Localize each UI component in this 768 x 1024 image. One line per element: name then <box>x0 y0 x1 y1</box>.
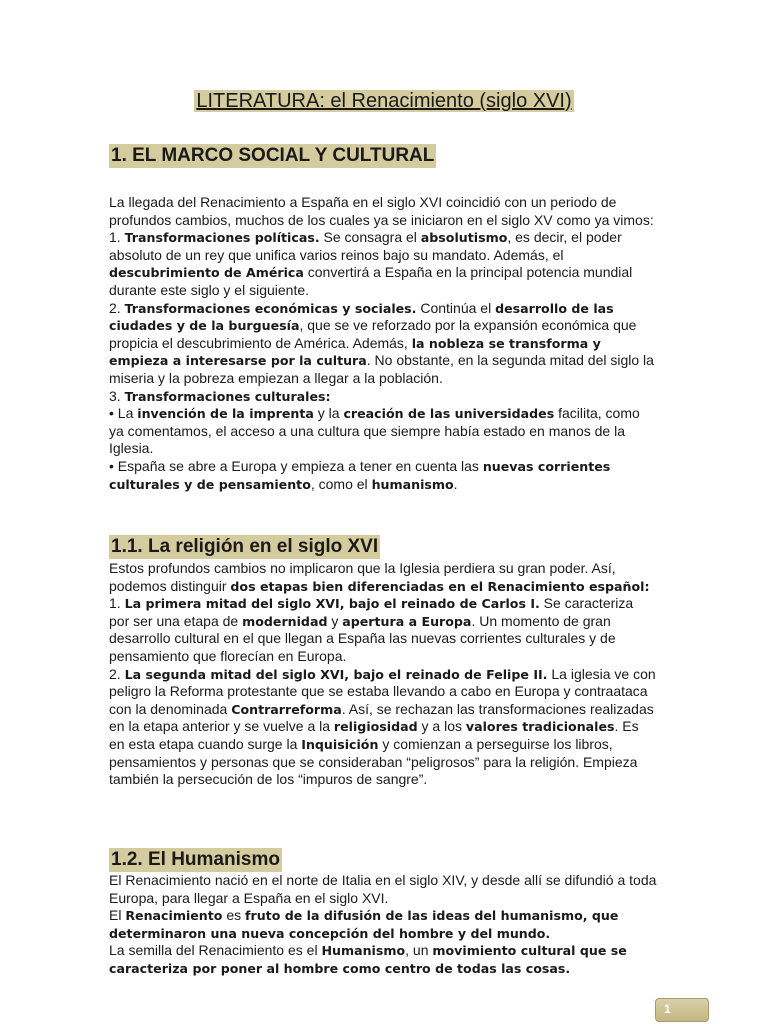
section-heading-religion: 1.1. La religión en el siglo XVI <box>111 536 379 557</box>
document-title: LITERATURA: el Renacimiento (siglo XVI) <box>196 90 572 112</box>
page-number: 1 <box>664 1002 671 1016</box>
document-title-wrap <box>0 90 768 113</box>
section-heading-marco-social: 1. EL MARCO SOCIAL Y CULTURAL <box>111 145 435 166</box>
page-number-badge <box>655 998 709 1022</box>
section1-intro: La llegada del Renacimiento a España en el siglo XVI coincidió con un periodo de profundos cambios, muchos de los cuales ya se iniciaron en el siglo XV como ya vimos: 1. Transformaciones políticas. Se consagra el absolutismo, es decir, el poder absoluto de un rey que unifica varios reinos bajo su mandato. Además, el descubrimiento de América convertirá a España en la principal potencia mundial durante este siglo y el siguiente. 2. Transformaciones económicas y sociales. Continúa el desarrollo de las ciudades y de la burguesía, que se ve reforzado por la expansión económica que propicia el descubrimiento de América. Además, la nobleza se transforma y empieza a interesarse por la cultura. No obstante, en la segunda mitad del siglo la miseria y la pobreza empiezan a llegar a la población. 3. Transformaciones culturales: • La invención de la imprenta y la creación de las universidades facilita, como ya comentamos, el acceso a una cultura que siempre había estado en manos de la Iglesia. • España se abre a Europa y empieza a tener en cuenta las nuevas corrientes culturales y de pensamiento, como el humanismo. <box>109 194 654 492</box>
section11-body: Estos profundos cambios no implicaron que la Iglesia perdiera su gran poder. Así, podemos distinguir dos etapas bien diferenciadas en el Renacimiento español: 1. La primera mitad del siglo XVI, bajo el reinado de Carlos I. Se caracteriza por ser una etapa de modernidad y apertura a Europa. Un momento de gran desarrollo cultural en el que llegan a España las nuevas corrientes culturales y de pensamiento que florecían en Europa. 2. La segunda mitad del siglo XVI, bajo el reinado de Felipe II. La iglesia ve con peligro la Reforma protestante que se estaba llevando a cabo en Europa y contraataca con la denominada Contrarreforma. Así, se rechazan las transformaciones realizadas en la etapa anterior y se vuelve a la religiosidad y a los valores tradicionales. Es en esta etapa cuando surge la Inquisición y comienzan a perseguirse los libros, pensamientos y personas que se consideraban “peligrosos” para la religión. Empieza también la persecución de los “impuros de sangre”. <box>109 560 656 788</box>
section-heading-humanismo: 1.2. El Humanismo <box>111 849 280 870</box>
section12-body: El Renacimiento nació en el norte de Italia en el siglo XIV, y desde allí se difundió a toda Europa, para llegar a España en el siglo XVI. El Renacimiento es fruto de la difusión de las ideas del humanismo, que determinaron una nueva concepción del hombre y del mundo. La semilla del Renacimiento es el Humanismo, un movimiento cultural que se caracteriza por poner al hombre como centro de todas las cosas. <box>109 872 657 976</box>
